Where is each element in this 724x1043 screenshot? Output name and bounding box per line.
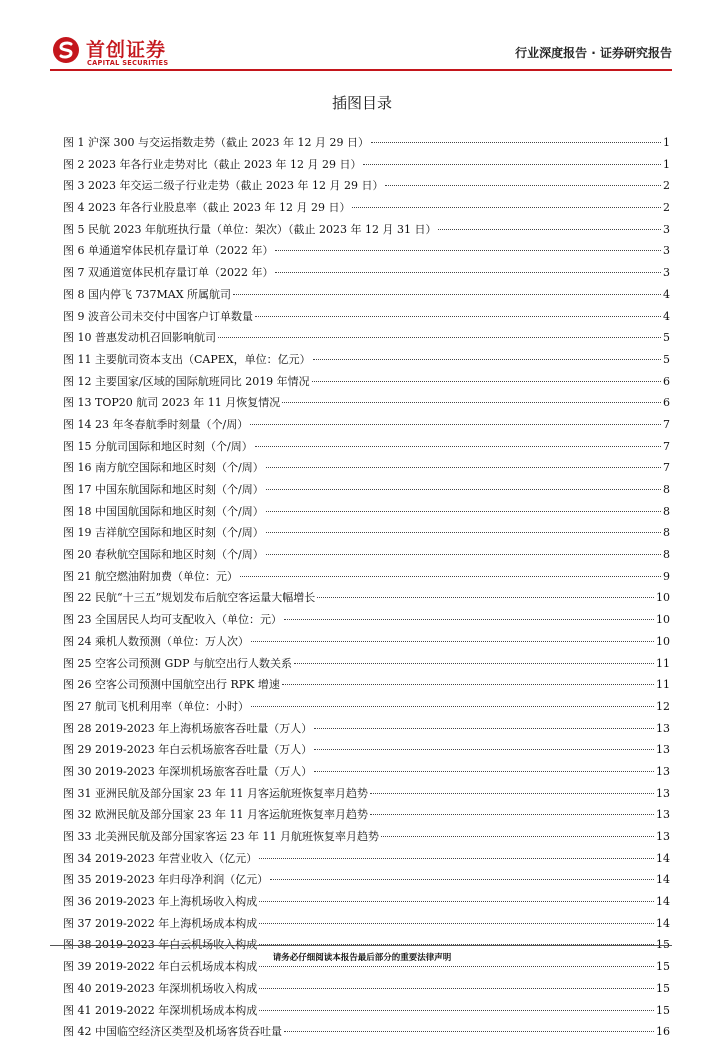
toc-entry[interactable] xyxy=(63,913,670,935)
toc-entry-label: 图 40 2019-2023 年深圳机场收入构成 xyxy=(63,981,258,995)
toc-entry-page: 16 xyxy=(656,1025,670,1039)
toc-entry[interactable] xyxy=(63,240,670,262)
toc-entry[interactable] xyxy=(63,392,670,414)
toc-leader-dots xyxy=(282,402,661,403)
toc-entry[interactable] xyxy=(63,327,670,349)
toc-entry-label: 图 14 23 年冬春航季时刻量（个/周） xyxy=(63,417,249,431)
toc-entry-page: 13 xyxy=(656,830,670,843)
toc-entry-page: 11 xyxy=(656,678,670,692)
toc-entry[interactable] xyxy=(63,848,670,870)
toc-entry-page: 7 xyxy=(663,417,670,431)
toc-entry-label: 图 33 北美洲民航及部分国家客运 23 年 11 月航班恢复率月趋势 xyxy=(63,830,379,843)
toc-entry-page: 9 xyxy=(663,569,670,583)
toc-entry[interactable] xyxy=(63,609,670,631)
toc-entry-label: 图 1 沪深 300 与交运指数走势（截止 2023 年 12 月 29 日） xyxy=(63,136,369,149)
toc-leader-dots xyxy=(255,446,661,447)
company-logo xyxy=(50,34,200,74)
toc-entry-page: 10 xyxy=(656,613,670,627)
toc-leader-dots xyxy=(371,142,661,143)
toc-entry-page: 3 xyxy=(663,244,670,258)
toc-entry-label: 图 31 亚洲民航及部分国家 23 年 11 月客运航班恢复率月趋势 xyxy=(63,786,368,800)
toc-leader-dots xyxy=(312,381,661,382)
toc-entry-label: 图 3 2023 年交运二级子行业走势（截止 2023 年 12 月 29 日） xyxy=(63,179,384,193)
toc-entry-page: 1 xyxy=(663,136,670,149)
toc-entry-page: 2 xyxy=(663,201,670,215)
toc-entry-label: 图 5 民航 2023 年航班执行量（单位：架次）（截止 2023 年 12 月 31 日） xyxy=(63,222,437,236)
toc-entry-page: 11 xyxy=(656,656,670,670)
toc-leader-dots xyxy=(275,250,661,251)
toc-entry-label: 图 28 2019-2023 年上海机场旅客吞吐量（万人） xyxy=(63,721,313,735)
toc-leader-dots xyxy=(266,467,661,468)
toc-entry-label: 图 35 2019-2023 年归母净利润（亿元） xyxy=(63,873,269,887)
toc-leader-dots xyxy=(218,337,661,338)
toc-entry-page: 8 xyxy=(663,504,670,518)
toc-entry-page: 13 xyxy=(656,721,670,735)
toc-leader-dots xyxy=(313,359,661,360)
toc-entry-label: 图 38 2019-2023 年白云机场收入构成 xyxy=(63,938,258,952)
toc-leader-dots xyxy=(255,316,661,317)
toc-entry-page: 14 xyxy=(656,851,670,865)
toc-leader-dots xyxy=(352,207,661,208)
toc-entry-page: 3 xyxy=(663,222,670,236)
toc-entry-label: 图 16 南方航空国际和地区时刻（个/周） xyxy=(63,461,264,475)
toc-entry-label: 图 23 全国居民人均可支配收入（单位：元） xyxy=(63,613,282,627)
figure-index xyxy=(63,132,670,1043)
capital-securities-logo-icon xyxy=(52,36,80,64)
toc-entry-label: 图 30 2019-2023 年深圳机场旅客吞吐量（万人） xyxy=(63,764,313,778)
toc-entry-label: 图 18 中国国航国际和地区时刻（个/周） xyxy=(63,504,264,518)
toc-entry-label: 图 36 2019-2023 年上海机场收入构成 xyxy=(63,895,258,909)
toc-entry-label: 图 13 TOP20 航司 2023 年 11 月恢复情况 xyxy=(63,396,281,410)
toc-entry[interactable] xyxy=(63,306,670,328)
toc-entry-page: 10 xyxy=(656,634,670,648)
company-name-cn: 首创证券 xyxy=(86,39,167,61)
toc-entry-page: 8 xyxy=(663,483,670,496)
toc-entry-label: 图 32 欧洲民航及部分国家 23 年 11 月客运航班恢复率月趋势 xyxy=(63,808,368,822)
toc-entry-page: 7 xyxy=(663,439,670,453)
toc-entry[interactable] xyxy=(63,978,670,1000)
toc-entry-label: 图 26 空客公司预测中国航空出行 RPK 增速 xyxy=(63,678,280,692)
footer-divider xyxy=(50,945,672,946)
toc-entry-page: 15 xyxy=(656,938,670,952)
toc-entry-label: 图 41 2019-2022 年深圳机场成本构成 xyxy=(63,1003,258,1017)
toc-entry-page: 2 xyxy=(663,179,670,193)
toc-entry-label: 图 22 民航“十三五”规划发布后航空客运量大幅增长 xyxy=(63,591,316,605)
toc-entry-page: 1 xyxy=(663,157,670,171)
toc-leader-dots xyxy=(317,597,654,598)
toc-entry-page: 15 xyxy=(656,1003,670,1017)
toc-entry-page: 7 xyxy=(663,461,670,475)
toc-entry[interactable] xyxy=(63,132,670,154)
toc-entry[interactable] xyxy=(63,154,670,176)
toc-leader-dots xyxy=(250,424,661,425)
toc-entry-page: 4 xyxy=(663,287,670,301)
toc-leader-dots xyxy=(314,728,654,729)
toc-leader-dots xyxy=(266,532,661,533)
toc-leader-dots xyxy=(294,663,654,664)
toc-leader-dots xyxy=(233,294,661,295)
toc-entry[interactable] xyxy=(63,718,670,740)
toc-entry[interactable] xyxy=(63,219,670,241)
toc-leader-dots xyxy=(270,879,654,880)
toc-entry-page: 14 xyxy=(656,895,670,909)
toc-entry-label: 图 4 2023 年各行业股息率（截止 2023 年 12 月 29 日） xyxy=(63,201,351,215)
toc-leader-dots xyxy=(259,988,654,989)
toc-entry-page: 6 xyxy=(663,374,670,388)
report-type: 行业深度报告 · 证券研究报告 xyxy=(515,46,672,60)
toc-entry[interactable] xyxy=(63,783,670,805)
toc-entry[interactable] xyxy=(63,522,670,544)
toc-leader-dots xyxy=(363,164,661,165)
toc-entry[interactable] xyxy=(63,197,670,219)
toc-entry-page: 8 xyxy=(663,548,670,562)
toc-entry-label: 图 25 空客公司预测 GDP 与航空出行人数关系 xyxy=(63,656,292,670)
toc-entry[interactable] xyxy=(63,804,670,826)
toc-entry-label: 图 2 2023 年各行业走势对比（截止 2023 年 12 月 29 日） xyxy=(63,157,362,171)
toc-entry-page: 4 xyxy=(663,309,670,323)
toc-entry-page: 8 xyxy=(663,526,670,540)
toc-entry[interactable] xyxy=(63,1021,670,1043)
toc-entry-page: 6 xyxy=(663,396,670,410)
toc-entry-label: 图 39 2019-2022 年白云机场成本构成 xyxy=(63,960,258,974)
toc-entry-label: 图 19 吉祥航空国际和地区时刻（个/周） xyxy=(63,526,264,540)
toc-entry-label: 图 21 航空燃油附加费（单位：元） xyxy=(63,569,238,583)
toc-entry-page: 13 xyxy=(656,743,670,757)
toc-entry-label: 图 10 普惠发动机召回影响航司 xyxy=(63,331,216,345)
toc-entry-label: 图 11 主要航司资本支出（CAPEX，单位：亿元） xyxy=(63,352,311,366)
toc-entry-label: 图 9 波音公司未交付中国客户订单数量 xyxy=(63,309,253,323)
toc-entry-label: 图 6 单通道窄体民机存量订单（2022 年） xyxy=(63,244,274,258)
toc-leader-dots xyxy=(259,858,654,859)
toc-entry-label: 图 27 航司飞机利用率（单位：小时） xyxy=(63,699,249,713)
toc-entry-page: 14 xyxy=(656,916,670,930)
toc-entry-label: 图 7 双通道宽体民机存量订单（2022 年） xyxy=(63,266,274,280)
toc-entry-label: 图 8 国内停飞 737MAX 所属航司 xyxy=(63,287,232,301)
toc-entry[interactable] xyxy=(63,436,670,458)
toc-leader-dots xyxy=(259,966,654,967)
toc-entry[interactable] xyxy=(63,739,670,761)
toc-leader-dots xyxy=(266,489,661,490)
toc-leader-dots xyxy=(385,185,661,186)
toc-entry[interactable] xyxy=(63,891,670,913)
toc-entry-label: 图 29 2019-2023 年白云机场旅客吞吐量（万人） xyxy=(63,743,313,757)
toc-leader-dots xyxy=(251,641,654,642)
toc-entry-page: 15 xyxy=(656,981,670,995)
toc-entry-label: 图 17 中国东航国际和地区时刻（个/周） xyxy=(63,483,264,496)
toc-leader-dots xyxy=(314,749,654,750)
toc-leader-dots xyxy=(240,576,661,577)
toc-leader-dots xyxy=(251,706,654,707)
toc-entry[interactable] xyxy=(63,1000,670,1022)
toc-entry[interactable] xyxy=(63,826,670,848)
company-name-en: CAPITAL SECURITIES xyxy=(87,59,169,67)
toc-entry-label: 图 12 主要国家/区域的国际航班同比 2019 年情况 xyxy=(63,374,310,388)
toc-entry-page: 10 xyxy=(656,591,670,605)
toc-entry[interactable] xyxy=(63,349,670,371)
toc-leader-dots xyxy=(266,554,661,555)
toc-title: 插图目录 xyxy=(331,94,392,112)
toc-entry-page: 13 xyxy=(656,786,670,800)
toc-entry-page: 13 xyxy=(656,764,670,778)
toc-leader-dots xyxy=(284,1031,654,1032)
toc-entry-page: 14 xyxy=(656,873,670,887)
toc-entry[interactable] xyxy=(63,587,670,609)
header-divider xyxy=(50,69,672,71)
toc-entry[interactable] xyxy=(63,631,670,653)
page-header xyxy=(50,34,672,74)
toc-leader-dots xyxy=(381,836,654,837)
toc-entry[interactable] xyxy=(63,457,670,479)
toc-entry[interactable] xyxy=(63,696,670,718)
toc-entry[interactable] xyxy=(63,501,670,523)
toc-entry[interactable] xyxy=(63,479,670,501)
legal-notice-footer: 请务必仔细阅读本报告最后部分的重要法律声明 xyxy=(272,953,452,963)
toc-entry-page: 12 xyxy=(656,699,670,713)
toc-entry[interactable] xyxy=(63,371,670,393)
toc-entry[interactable] xyxy=(63,414,670,436)
toc-entry-label: 图 24 乘机人数预测（单位：万人次） xyxy=(63,634,249,648)
toc-leader-dots xyxy=(438,229,661,230)
toc-entry[interactable] xyxy=(63,284,670,306)
toc-entry-page: 3 xyxy=(663,266,670,280)
toc-entry-label: 图 15 分航司国际和地区时刻（个/周） xyxy=(63,439,253,453)
toc-entry-label: 图 34 2019-2023 年营业收入（亿元） xyxy=(63,851,258,865)
toc-entry[interactable] xyxy=(63,566,670,588)
toc-entry-label: 图 20 春秋航空国际和地区时刻（个/周） xyxy=(63,548,264,562)
toc-leader-dots xyxy=(266,511,661,512)
toc-entry[interactable] xyxy=(63,653,670,675)
toc-entry-page: 15 xyxy=(656,960,670,974)
toc-entry-label: 图 37 2019-2022 年上海机场成本构成 xyxy=(63,916,258,930)
toc-entry-page: 5 xyxy=(663,331,670,345)
toc-leader-dots xyxy=(259,1010,654,1011)
toc-entry-page: 5 xyxy=(663,352,670,366)
toc-entry-page: 13 xyxy=(656,808,670,822)
toc-entry[interactable] xyxy=(63,761,670,783)
toc-leader-dots xyxy=(259,901,654,902)
toc-leader-dots xyxy=(282,684,654,685)
toc-leader-dots xyxy=(314,771,654,772)
toc-leader-dots xyxy=(259,923,654,924)
toc-leader-dots xyxy=(370,793,654,794)
toc-entry-label: 图 42 中国临空经济区类型及机场客货吞吐量 xyxy=(63,1025,282,1039)
toc-leader-dots xyxy=(284,619,654,620)
toc-entry[interactable] xyxy=(63,544,670,566)
toc-leader-dots xyxy=(275,272,661,273)
toc-leader-dots xyxy=(370,814,654,815)
toc-entry[interactable] xyxy=(63,674,670,696)
toc-entry[interactable] xyxy=(63,175,670,197)
toc-entry[interactable] xyxy=(63,869,670,891)
toc-entry[interactable] xyxy=(63,262,670,284)
